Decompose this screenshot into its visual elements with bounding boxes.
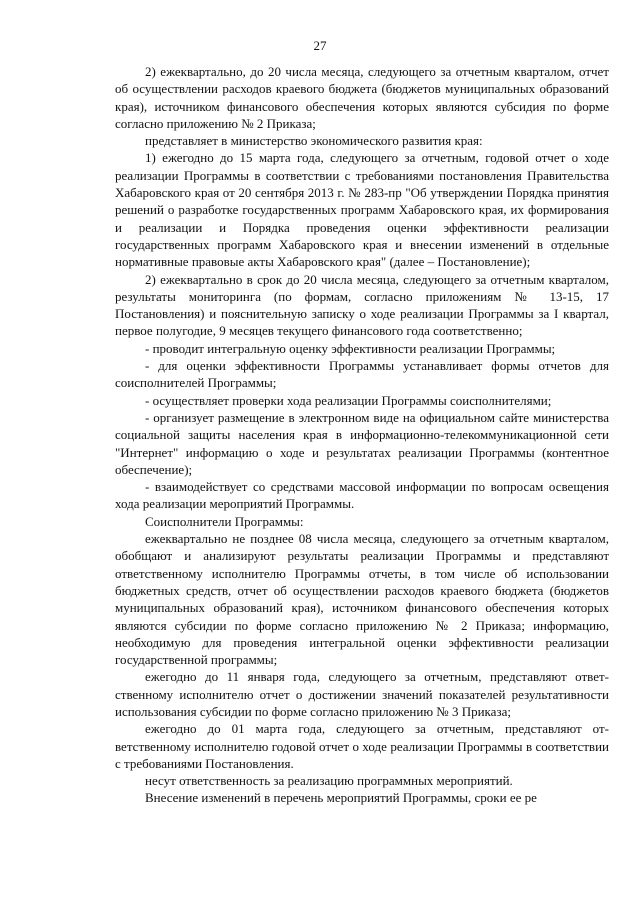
paragraph-coexecutors-march: ежегодно до 01 марта года, следующего за отчетным, представляют ответственному исполнителю годовой отчет о ходе реализации Программы в соответствии с требованиями Постановления.	[115, 721, 609, 771]
paragraph-quarterly-expense-report: 2) ежеквартально, до 20 числа месяца, следующего за отчетным кварталом, отчет об осуществлении расходов краевого бюджета (бюджетов муниципальных образований края), источником финансового обеспечения которых являются субсидия по форме согласно приложению № 2 Приказа;	[115, 64, 609, 131]
paragraph-website-publication: - организует размещение в электронном виде на официальном сайте министерства социальной защиты населения края в информационно-телекоммуникационной сети "Интернет" информацию о ходе и результатах реализации Программы (контентное обеспечение);	[115, 409, 609, 477]
paragraph-responsibility: несут ответственность за реализацию программных мероприятий.	[145, 773, 513, 789]
paragraph-coexecutors-quarterly: ежеквартально не позднее 08 числа месяца, следующего за отчетным кварталом, обобщают и анализируют результаты реализации Программы и представляют ответственному исполнителю Программы отчеты, в том числе об использовании бюджетных средств, отчет об осуществлении расходов краевого бюджета (бюджетов муниципальных образований края), источником финансового обеспечения которых являются субсидии по форме согласно приложению № 2 Приказа; информацию, необходимую для проведения интегральной оценки эффективности реализации государственной программы;	[115, 531, 609, 668]
paragraph-quarterly-monitoring: 2) ежеквартально в срок до 20 числа месяца, следующего за отчетным кварталом, результаты мониторинга (по формам, согласно приложениям № 13-15, 17 Постановления) и пояснительную записку о ходе реализации Программы за I квартал, первое полугодие, 9 месяцев текущего финансового года соответственно;	[115, 271, 609, 339]
paragraph-changes: Внесение изменений в перечень мероприятий Программы, сроки ее ре	[145, 790, 537, 806]
paragraph-integral-assessment: - проводит интегральную оценку эффективности реализации Программы;	[145, 340, 556, 356]
page-number: 27	[313, 38, 327, 53]
paragraph-coexecutors-heading: Соисполнители Программы:	[145, 513, 304, 529]
paragraph-coexecutors-january: ежегодно до 11 января года, следующего за отчетным, представляют ответственному исполнителю отчет о достижении значений показателей результативности использования субсидии по форме согласно приложению № 3 Приказа;	[115, 669, 609, 719]
paragraph-submits-to-ministry: представляет в министерство экономического развития края:	[145, 133, 483, 149]
paragraph-annual-report: 1) ежегодно до 15 марта года, следующего за отчетным, годовой отчет о ходе реализации Программы в соответствии с требованиями постановления Правительства Хабаровского края от 20 сентября 2013 г. № 283-пр "Об утверждении Порядка принятия решений о разработке государственных программ Хабаровского края, их формирования и реализации и Порядка проведения оценки эффективности реализации государственных программ Хабаровского края и внесении изменений в отдельные нормативные правовые акты Хабаровского края" (далее – Постановление);	[115, 150, 609, 270]
paragraph-report-forms: - для оценки эффективности Программы устанавливает формы отчетов для соисполнителей Программы;	[115, 358, 609, 391]
paragraph-inspections: - осуществляет проверки хода реализации Программы соисполнителями;	[145, 392, 552, 408]
paragraph-media-interaction: - взаимодействует со средствами массовой информации по вопросам освещения хода реализации мероприятий Программы.	[115, 479, 609, 512]
document-body	[115, 63, 609, 807]
